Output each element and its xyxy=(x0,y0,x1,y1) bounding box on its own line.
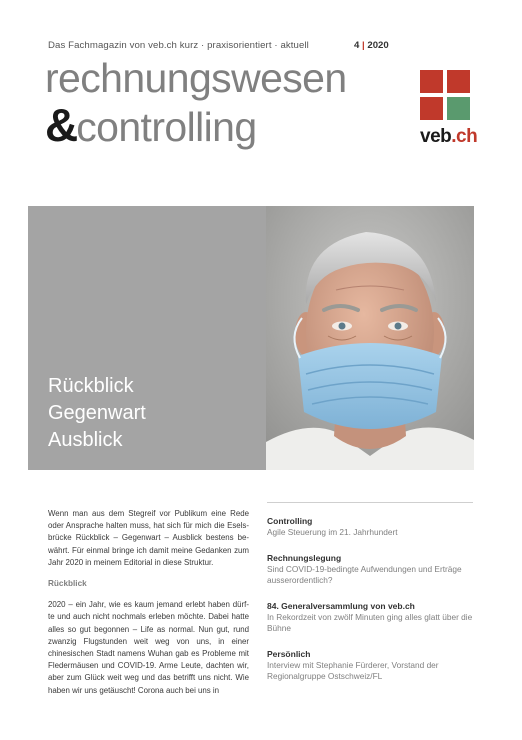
cover-headline xyxy=(48,373,146,454)
logo-text: veb.ch xyxy=(420,126,478,147)
toc-subtitle: Sind COVID-19-bedingte Aufwendungen und Erträge ausserordentlich? xyxy=(267,564,462,585)
masthead-controlling: controlling xyxy=(76,104,257,150)
toc-subtitle: In Rekordzeit von zwölf Minuten ging alles glatt über die Bühne xyxy=(267,612,473,633)
masthead-title-line1: rechnungswesen xyxy=(45,55,347,101)
editorial-intro: Wenn man aus dem Stegreif vor Publikum eine Rede oder Ansprache halten muss, hat sich für mich die Esels-brücke Rückblick – Gegenwart – Ausblick bestens be-währt. Für einmal bringe ich damit meine Gedanken zum Jahr 2020 in meinem Editorial in diese Struktur. xyxy=(48,509,249,567)
headline-ausblick: Ausblick xyxy=(48,429,123,451)
logo-square-top-right xyxy=(447,70,470,93)
logo-square-bottom-left xyxy=(420,97,443,120)
editorial-paragraph: 2020 – ein Jahr, wie es kaum jemand erlebt haben dürf-te und auch nicht nochmals erleben möchte. Dabei hatte alles so gut begonnen – Life as normal. Nun gut, rund zwanzig Flugstunden weit weg von uns, in einer chinesischen Stadt namens Wuhan gab es Probleme mit Fledermäusen und COVID-19. Arme Leute, dachten wir, aber zum Glück weit weg und das betrifft uns nicht. Wie haben wir uns getäuscht! Corona auch bei uns in xyxy=(48,600,249,695)
magazine-tagline: Das Fachmagazin von veb.ch kurz · praxisorientiert · aktuell xyxy=(48,40,309,51)
masthead-ampersand: & xyxy=(45,99,77,151)
issue-number: 4 xyxy=(354,40,360,51)
toc-item-rechnungslegung[interactable] xyxy=(267,552,473,586)
editorial-subheading: Rückblick xyxy=(48,579,87,589)
toc-item-generalversammlung[interactable] xyxy=(267,600,473,634)
cover-photo-masked-man xyxy=(266,206,474,470)
issue-year: 2020 xyxy=(367,40,389,51)
toc-heading: Persönlich xyxy=(267,649,311,659)
toc-item-controlling[interactable] xyxy=(267,515,473,538)
toc-heading: Controlling xyxy=(267,516,313,526)
logo-square-top-left xyxy=(420,70,443,93)
masthead-title-line2 xyxy=(45,99,257,151)
toc-heading: Rechnungslegung xyxy=(267,553,342,563)
headline-gegenwart: Gegenwart xyxy=(48,402,146,424)
toc-subtitle: Agile Steuerung im 21. Jahrhundert xyxy=(267,527,398,537)
issue-label: 4 | 2020 xyxy=(354,40,389,51)
toc-item-persoenlich[interactable] xyxy=(267,648,473,682)
table-of-contents xyxy=(267,502,473,696)
logo-square-bottom-right xyxy=(447,97,470,120)
headline-rueckblick: Rückblick xyxy=(48,375,134,397)
toc-heading: 84. Generalversammlung von veb.ch xyxy=(267,601,415,611)
editorial-text xyxy=(48,508,249,706)
toc-subtitle: Interview mit Stephanie Fürderer, Vorstand der Regionalgruppe Ostschweiz/FL xyxy=(267,660,439,681)
